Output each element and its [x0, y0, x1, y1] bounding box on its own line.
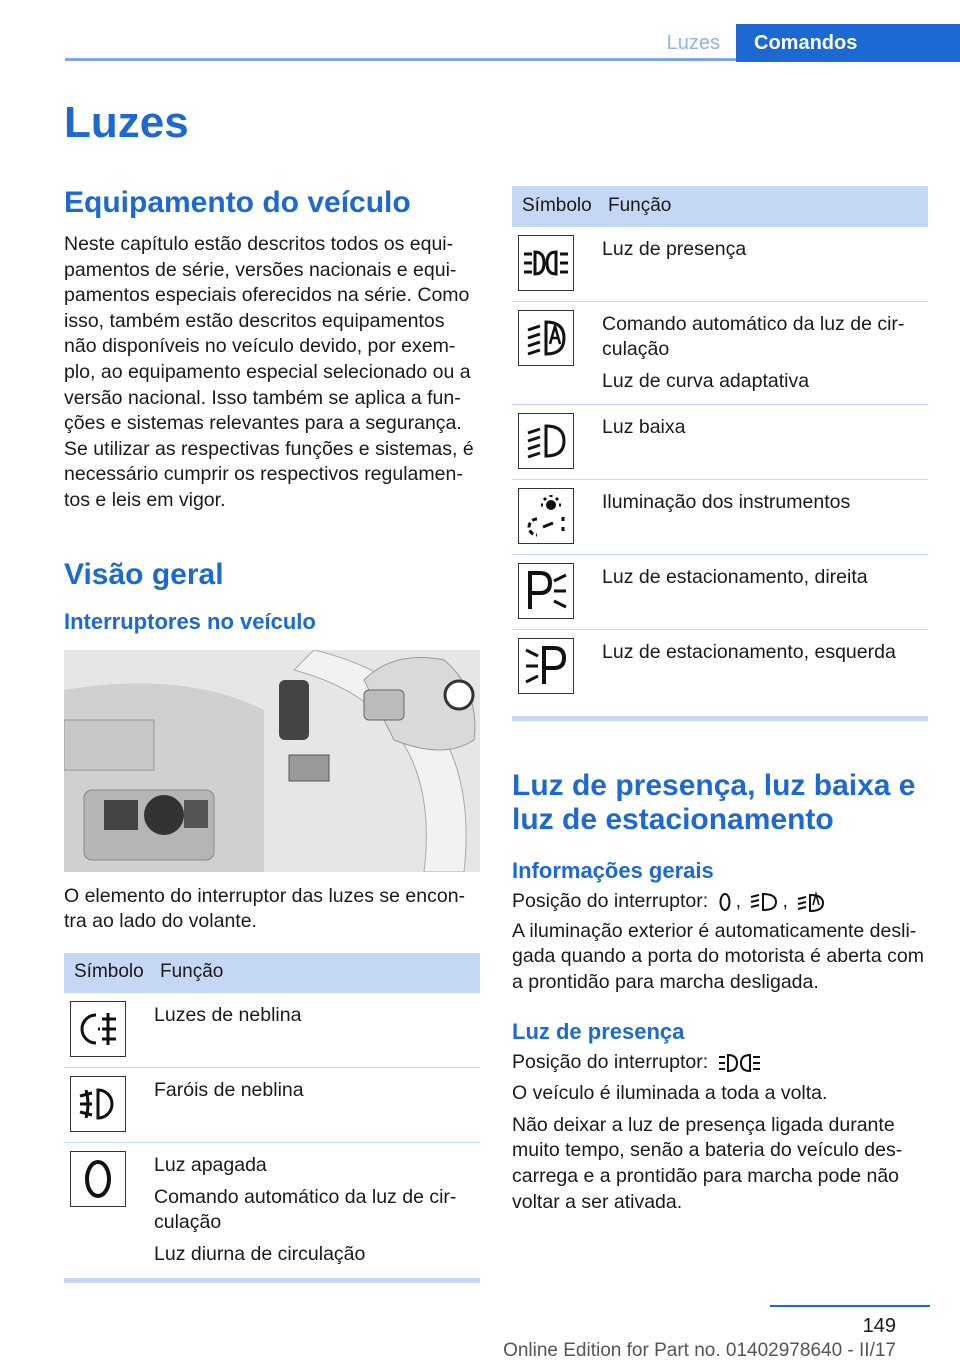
table-row — [64, 1068, 480, 1143]
auto-headlight-icon — [797, 891, 825, 913]
function-text: Luz baixa — [602, 416, 686, 439]
function-text: Luz diurna de circulação — [154, 1243, 366, 1265]
table-end-rule — [64, 1278, 480, 1283]
paragraph-presenca-2: Não deixar a luz de presença ligada durante muito tempo, senão a bateria do veículo des-carrega e a prontidão para marcha pode não voltar a ser ativada. — [512, 1113, 903, 1213]
instrument-lighting-icon — [518, 488, 574, 544]
table-row — [64, 993, 480, 1068]
function-text: Luzes de neblina — [154, 1004, 302, 1027]
function-text: Luz de curva adaptativa — [602, 369, 810, 392]
low-beam-icon — [750, 892, 778, 912]
lights-off-icon — [718, 892, 732, 912]
dashboard-photo — [64, 650, 480, 872]
table-row — [512, 480, 928, 555]
parking-light-icon — [718, 1053, 762, 1073]
chapter-tab[interactable]: Comandos — [736, 24, 960, 62]
switch-position-label: Posição do interruptor: — [512, 890, 709, 913]
separator: , — [735, 890, 742, 913]
table-row — [512, 405, 928, 480]
table-row — [64, 1143, 480, 1278]
edition-note: Online Edition for Part no. 01402978640 - II/17 — [503, 1340, 896, 1361]
column-header-symbol: Símbolo — [64, 953, 150, 993]
fog-light-rear-icon — [70, 1001, 126, 1057]
symbol-table-left — [64, 953, 480, 1278]
right-column — [512, 186, 928, 1215]
parking-light-left-icon — [518, 638, 574, 694]
low-beam-icon — [518, 413, 574, 469]
separator: , — [782, 890, 788, 913]
paragraph-photo-caption: O elemento do interruptor das luzes se encon-tra ao lado do volante. — [64, 884, 466, 933]
symbol-table-right — [512, 186, 928, 704]
paragraph-info: A iluminação exterior é automaticamente desli-gada quando a porta do motorista é aberta com a prontidão para marcha desligada. — [512, 919, 924, 994]
function-text: Faróis de neblina — [154, 1079, 304, 1102]
heading-equipamento: Equipamento do veículo — [64, 186, 411, 219]
paragraph-equipamento: Neste capítulo estão descritos todos os equi-pamentos de série, versões nacionais e equi-pamentos especiais oferecidos na série. Como isso, também estão descritos equipamentos não disponíveis no veículo devido, por exem-plo, ao equipamento especial selecionado ou a versão nacional. Isso também se aplica a fun-ções e sistemas relevantes para a segurança. Se utilizar as respectivas funções e sistemas, é necessário cumprir os respectivos regulamen-tos e leis em vigor. — [64, 233, 474, 511]
left-column — [64, 186, 480, 1283]
function-text: Luz de estacionamento, direita — [602, 566, 868, 589]
function-text: Luz de presença — [602, 237, 747, 260]
table-row — [512, 630, 928, 705]
fog-light-front-icon — [70, 1076, 126, 1132]
heading-visao-geral: Visão geral — [64, 557, 224, 591]
heading-interruptores: Interruptores no veículo — [64, 608, 316, 634]
switch-position-line — [512, 1050, 928, 1076]
lights-off-icon — [70, 1151, 126, 1207]
switch-position-line — [512, 889, 928, 915]
page-number: 149 — [862, 1315, 896, 1337]
table-row — [512, 301, 928, 405]
column-header-function: Função — [150, 953, 480, 993]
table-row — [512, 226, 928, 301]
section-tab[interactable]: Luzes — [666, 32, 720, 54]
heading-informacoes-gerais: Informações gerais — [512, 858, 714, 884]
switch-position-label: Posição do interruptor: — [512, 1050, 709, 1073]
footer-rule — [770, 1305, 930, 1307]
function-text: Luz apagada — [154, 1154, 267, 1177]
function-text: Iluminação dos instrumentos — [602, 491, 851, 514]
function-text: Comando automático da luz de cir-culação — [154, 1185, 457, 1234]
heading-luz-presenca-baixa: Luz de presença, luz baixa e luz de estacionamento — [512, 769, 916, 837]
column-header-function: Função — [598, 186, 928, 226]
table-row — [512, 555, 928, 630]
column-header-symbol: Símbolo — [512, 186, 598, 226]
chapter-title: Luzes — [64, 98, 189, 147]
paragraph-presenca-1: O veículo é iluminada a toda a volta. — [512, 1082, 828, 1105]
dashboard-illustration — [64, 650, 480, 872]
function-text: Luz de estacionamento, esquerda — [602, 641, 896, 664]
function-text: Comando automático da luz de cir-culação — [602, 312, 905, 361]
auto-headlight-icon — [518, 310, 574, 366]
heading-luz-presenca: Luz de presença — [512, 1018, 685, 1044]
table-end-rule — [512, 716, 928, 721]
parking-light-right-icon — [518, 563, 574, 619]
parking-light-icon — [518, 235, 574, 291]
